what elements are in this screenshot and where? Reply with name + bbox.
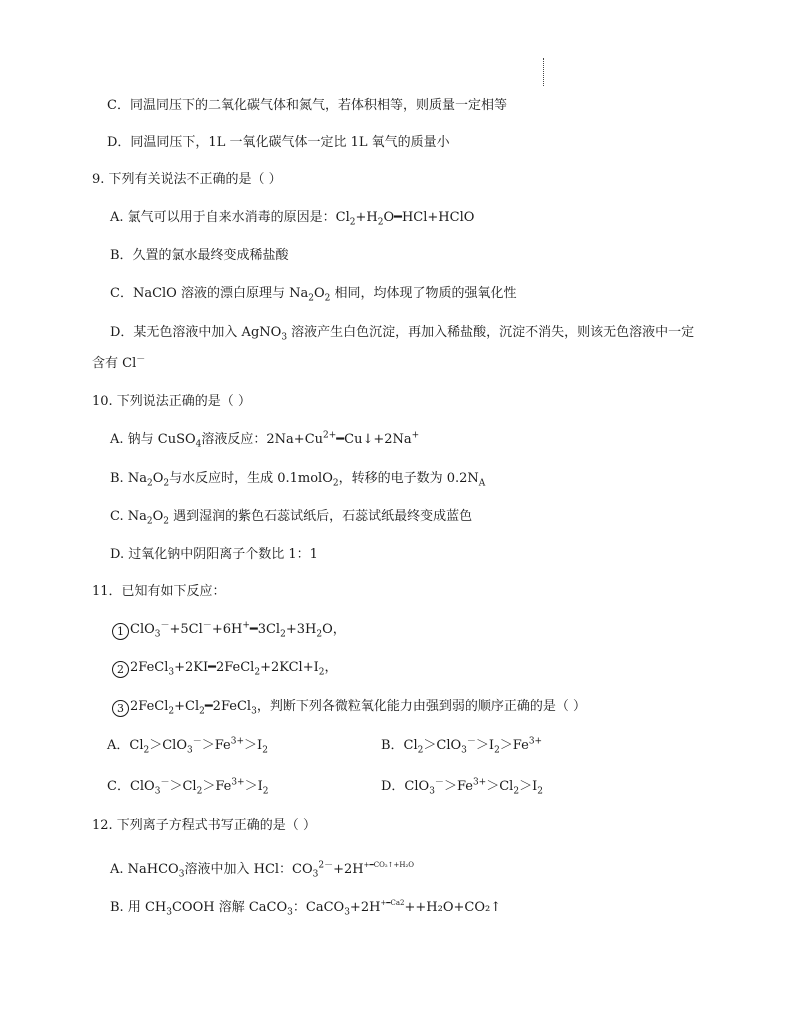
q11-option-c: C．$ClO_3^->Cl_2>Fe^{3+}>I_2$ bbox=[107, 777, 269, 797]
q9-option-c: C．NaClO 溶液的漂白原理与 $Na_2O_2$ 相同，均体现了物质的强氧化性 bbox=[110, 286, 517, 304]
q11-option-b: B．$Cl_2>ClO_3^->I_2>Fe^{3+}$ bbox=[381, 736, 543, 756]
q9-option-d-line2: 含有 Cl－ bbox=[92, 354, 146, 371]
q11-reaction-3: 3 $2FeCl_2+Cl_2━2FeCl_3$，判断下列各微粒氧化能力由强到弱的顺序正确的是（ ） bbox=[112, 698, 586, 717]
q8-option-c: C．同温同压下的二氧化碳气体和氮气，若体积相等，则质量一定相等 bbox=[107, 98, 507, 113]
q9-option-a: A. 氯气可以用于自来水消毒的原因是：$Cl_2+H_2O━HCl+HClO$ bbox=[110, 210, 475, 228]
q10-option-c: C. $Na_2O_2$ 遇到湿润的紫色石蕊试纸后，石蕊试纸最终变成蓝色 bbox=[110, 509, 473, 527]
q12-option-b: B. 用 $CH_3COOH$ 溶解 CaCO$_3$：$CaCO_3+2H^{+━Ca2}++H_2O+CO_2↑$ bbox=[110, 899, 502, 918]
page-edge-dotted-line bbox=[543, 58, 544, 86]
q11-option-a: A．$Cl_2>ClO_3^->Fe^{3+}>I_2$ bbox=[107, 736, 268, 756]
circled-number-3: 3 bbox=[112, 700, 129, 717]
circled-number-2: 2 bbox=[112, 661, 129, 678]
q9-option-b: B．久置的氯水最终变成稀盐酸 bbox=[110, 248, 289, 263]
q10-option-b: B. $Na_2O_2$与水反应时，生成 0.1molO$_2$，转移的电子数为 $0.2N_A$ bbox=[110, 471, 486, 489]
q10-option-a: A. 钠与 CuSO$_4$溶液反应：$2Na+Cu^{2+}━Cu↓+2Na^+$ bbox=[110, 430, 420, 450]
q12-option-a: A. NaHCO$_3$溶液中加入 HCl：$CO_3^{2-}+2H^{+━CO_2↑+H_2O}$ bbox=[110, 860, 415, 880]
q10-stem: 10. 下列说法正确的是（ ） bbox=[92, 394, 251, 409]
q11-reaction-1: 1 $ClO_3^-+5Cl^-+6H^+━3Cl_2+3H_2O$， bbox=[112, 621, 346, 640]
q11-option-d: D．$ClO_3^->Fe^{3+}>Cl_2>I_2$ bbox=[381, 777, 543, 797]
q9-option-d-line1: D．某无色溶液中加入 AgNO$_3$ 溶液产生白色沉淀，再加入稀盐酸，沉淀不消失，则该无色溶液中一定 bbox=[110, 325, 695, 343]
q11-stem: 11．已知有如下反应： bbox=[92, 584, 226, 599]
q9-stem: 9. 下列有关说法不正确的是（ ） bbox=[92, 172, 282, 187]
q12-stem: 12. 下列离子方程式书写正确的是（ ） bbox=[92, 818, 316, 833]
q11-reaction-2: 2 $2FeCl_3+2KI━2FeCl_2+2KCl+I_2$， bbox=[112, 659, 338, 678]
circled-number-1: 1 bbox=[112, 623, 129, 640]
q10-option-d: D. 过氧化钠中阴阳离子个数比 1：1 bbox=[110, 547, 318, 562]
q8-option-d: D．同温同压下，1L 一氧化碳气体一定比 1L 氧气的质量小 bbox=[107, 135, 450, 150]
